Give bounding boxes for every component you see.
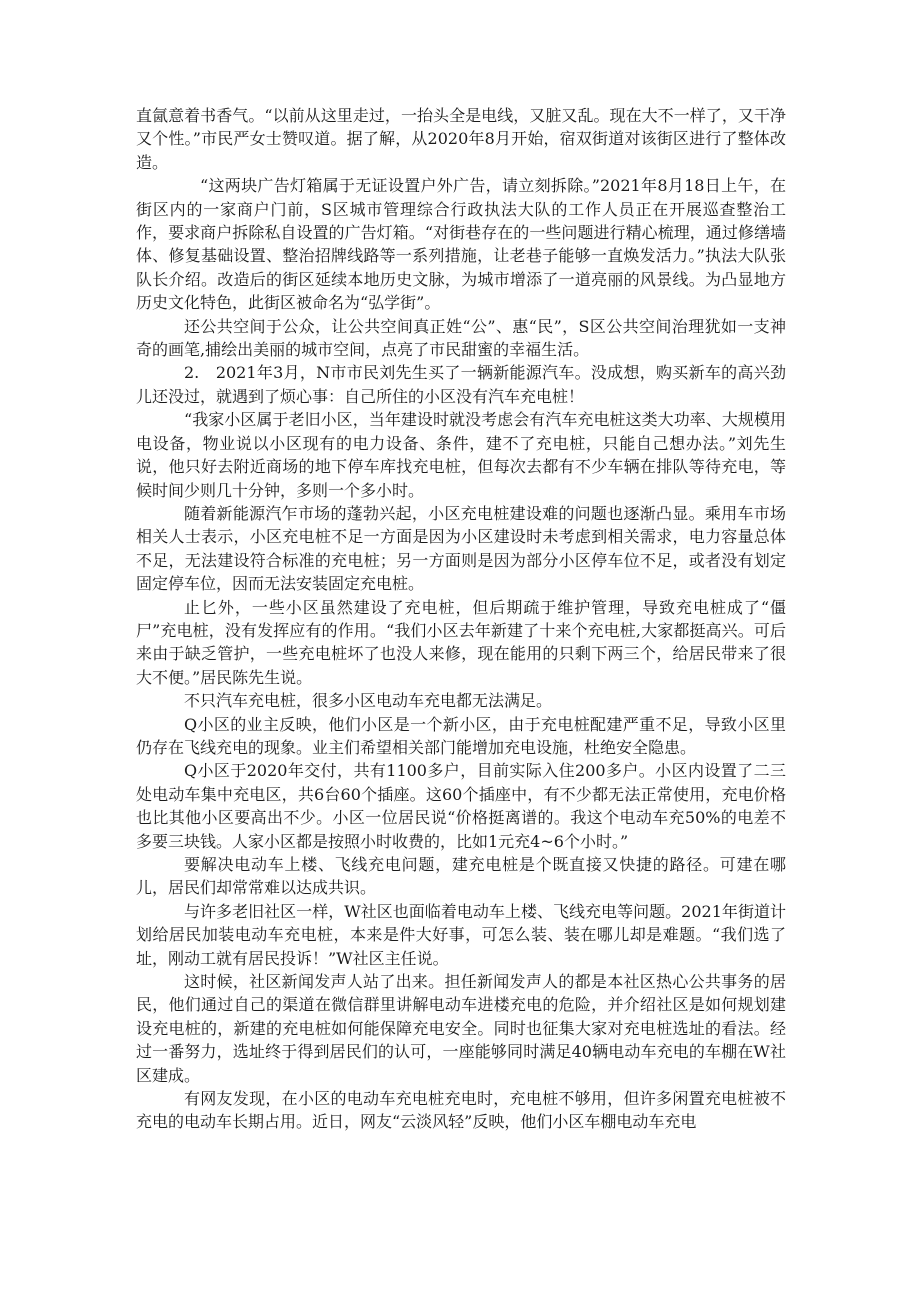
paragraph-11: 要解决电动车上楼、飞线充电问题，建充电桩是个既直接又快捷的路径。可建在哪儿，居民们却常常难以达成共识。 [136, 855, 786, 898]
paragraph-10: Q小区于2020年交付，共有1100多户，目前实际入住200多户。小区内设置了二三处电动车集中充电区，共6台60个插座。这60个插座中，有不少都无法正常使用，充电价格也比其他小区要高出不少。小区一位居民说“价格挺离谱的。我这个电动车充50%的电差不多要三块钱。人家小区都是按照小时收费的，比如1元充4~6个小时。” [136, 761, 786, 851]
paragraph-2: “这两块广告灯箱属于无证设置户外广告，请立刻拆除。”2021年8月18日上午，在街区内的一家商户门前，S区城市管理综合行政执法大队的工作人员正在开展巡查整治工作，要求商户拆除私自设置的广告灯箱。“对街巷存在的一些问题进行精心梳理，通过修缮墙体、修复基础设置、整治招牌线路等一系列措施，让老巷子能够一直焕发活力。”执法大队张队长介绍。改造后的街区延续本地历史文脉，为城市增添了一道亮丽的风景线。为凸显地方历史文化特色，此街区被命名为“弘学街”。 [136, 176, 786, 313]
paragraph-6: 随着新能源汽乍市场的蓬勃兴起，小区充电桩建设难的问题也逐渐凸显。乘用车市场相关人士表示，小区充电桩不足一方面是因为小区建设时未考虑到相关需求，电力容量总体不足，无法建设符合标准的充电桩；另一方面则是因为部分小区停车位不足，或者没有划定固定停车位，因而无法安装固定充电桩。 [136, 503, 786, 594]
paragraph-4: 2. 2021年3月，N市市民刘先生买了一辆新能源汽车。没成想，购买新车的高兴劲儿还没过，就遇到了烦心事：自己所住的小区没有汽车充电桩！ [136, 363, 786, 406]
paragraph-5: “我家小区属于老旧小区，当年建设时就没考虑会有汽车充电桩这类大功率、大规模用电设备，物业说以小区现有的电力设备、条件，建不了充电桩，只能自己想办法。”刘先生说，他只好去附近商场的地下停车库找充电桩，但每次去都有不少车辆在排队等待充电，等候时间少则几十分钟，多则一个多小时。 [136, 410, 786, 500]
paragraph-14: 有网友发现，在小区的电动车充电桩充电时，充电桩不够用，但许多闲置充电桩被不充电的电动车长期占用。近日，网友“云淡风轻”反映，他们小区车棚电动车充电 [136, 1089, 786, 1132]
paragraph-1: 直氤意着书香气。“以前从这里走过，一抬头全是电线，又脏又乱。现在大不一样了，又干净又个性。”市民严女士赞叹道。据了解，从2020年8月开始，宿双街道对该街区进行了整体改造。 [136, 106, 786, 172]
paragraph-9: Q小区的业主反映，他们小区是一个新小区，由于充电桩配建严重不足，导致小区里仍存在飞线充电的现象。业主们希望相关部门能增加充电设施，杜绝安全隐患。 [136, 714, 786, 757]
document-page [136, 104, 786, 1134]
paragraph-7: 止匕外，一些小区虽然建设了充电桩，但后期疏于维护管理，导致充电桩成了“僵尸”充电桩，没有发挥应有的作用。“我们小区去年新建了十来个充电桩,大家都挺高兴。可后来由于缺乏管护，一些充电桩坏了也没人来修，现在能用的只剩下两三个，给居民带来了很大不便。”居民陈先生说。 [136, 597, 786, 687]
paragraph-8: 不只汽车充电桩，很多小区电动车充电都无法满足。 [184, 691, 553, 711]
paragraph-13: 这时候，社区新闻发声人站了出来。担任新闻发声人的都是本社区热心公共事务的居民，他们通过自己的渠道在微信群里讲解电动车进楼充电的危险，并介绍社区是如何规划建设充电桩的，新建的充电桩如何能保障充电安全。同时也征集大家对充电桩选址的看法。经过一番努力，选址终于得到居民们的认可，一座能够同时满足40辆电动车充电的车棚在W社区建成。 [136, 972, 786, 1085]
paragraph-12: 与许多老旧社区一样，W社区也面临着电动车上楼、飞线充电等问题。2021年街道计划给居民加装电动车充电桩，本来是件大好事，可怎么装、装在哪儿却是难题。“我们选了址，刚动工就有居民投诉！”W社区主任说。 [136, 901, 786, 968]
paragraph-3: 还公共空间于公众，让公共空间真正姓“公”、惠“民”，S区公共空间治理犹如一支神奇的画笔,捕绘出美丽的城市空间，点亮了市民甜蜜的幸福生活。 [136, 316, 786, 360]
